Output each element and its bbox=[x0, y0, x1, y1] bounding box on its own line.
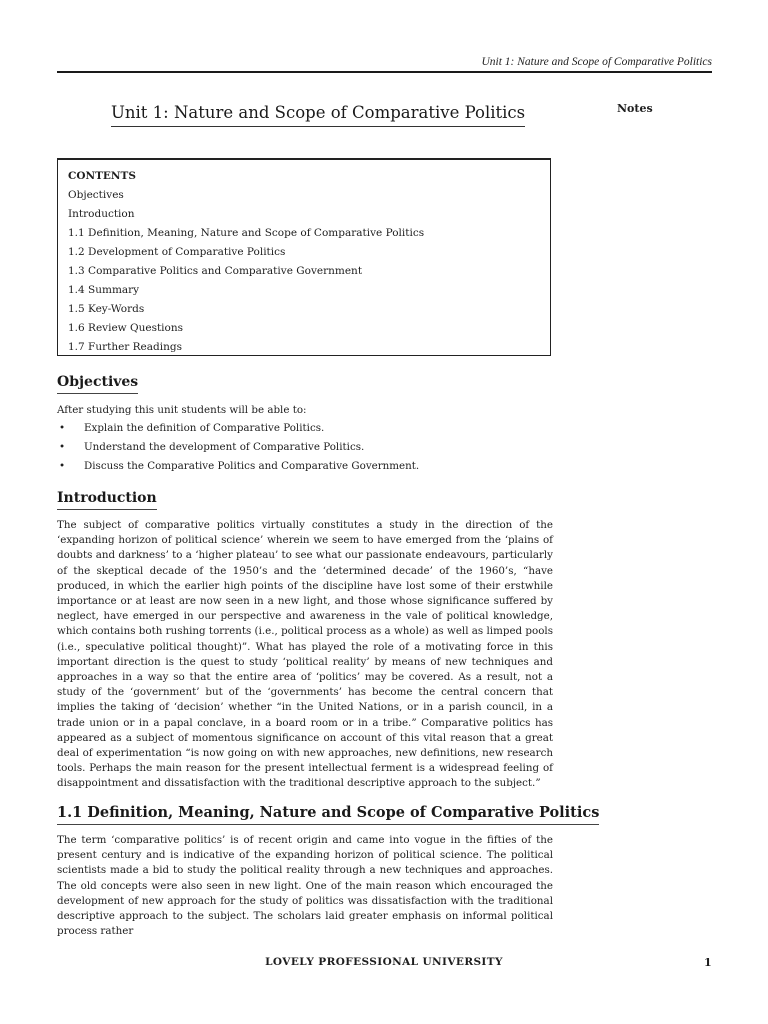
section-1-1-paragraph: The term ‘comparative politics’ is of recent origin and came into vogue in the fifties of the present century and is indicative of the expanding horizon of political science. The political scientists made a bid to study the political reality through a new techniques and approaches. The old concepts were also seen in new light. One of the main reason which encouraged the development of new approach for the study of politics was dissatisfaction with the traditional descriptive approach to the subject. The scholars laid greater emphasis on informal political process rather bbox=[57, 834, 553, 938]
bullet-icon: • bbox=[59, 460, 66, 472]
introduction-heading: Introduction bbox=[57, 490, 157, 510]
contents-box bbox=[57, 158, 551, 356]
contents-item-introduction: Introduction bbox=[68, 208, 135, 220]
objectives-heading: Objectives bbox=[57, 374, 138, 394]
header-rule bbox=[57, 71, 712, 73]
section-1-1-heading: 1.1 Definition, Meaning, Nature and Scope of Comparative Politics bbox=[57, 804, 599, 825]
contents-item-1-7: 1.7 Further Readings bbox=[68, 341, 182, 353]
introduction-paragraph: The subject of comparative politics virtually constitutes a study in the direction of the ‘expanding horizon of political science’ wherein we seem to have emerged from the ‘plains of doubts and darkness’ to a ‘higher plateau’ to see what our passionate endeavours, particularly of the skeptical decade of the 1950’s and the ‘determined decade’ of the 1960’s, “have produced, in which the earlier high points of the discipline have lost some of their erstwhile importance or at least are now seen in a new light, and those whose significance suffered by neglect, have emerged in our perspective and awareness in the vale of political knowledge, which contains both rushing torrents (i.e., political process as a whole) as well as limped pools (i.e., speculative political thought)”. What has played the role of a motivating force in this important direction is the quest to study ‘political reality’ by means of new techniques and approaches in a way so that the entire area of ‘politics’ may be covered. As a result, not a study of the ‘government’ but of the ‘governments’ has become the central concern that implies the taking of ‘decision’ whether “in the United Nations, or in a parish council, in a trade union or in a papal conclave, in a board room or in a tribe.” Comparative politics has appeared as a subject of momentous significance on account of this vital reason that a great deal of experimentation “is now going on with new approaches, new definitions, new research tools. Perhaps the main reason for the present intellectual ferment is a widespread feeling of disappointment and dissatisfaction with the traditional descriptive approach to the subject.” bbox=[57, 519, 553, 790]
margin-notes-label: Notes bbox=[617, 102, 653, 115]
contents-item-1-5: 1.5 Key-Words bbox=[68, 303, 145, 315]
unit-title: Unit 1: Nature and Scope of Comparative Politics bbox=[111, 103, 525, 127]
page-number: 1 bbox=[704, 956, 712, 969]
contents-heading: CONTENTS bbox=[68, 170, 136, 182]
objectives-intro: After studying this unit students will be able to: bbox=[57, 404, 307, 416]
running-head: Unit 1: Nature and Scope of Comparative Politics bbox=[481, 56, 712, 68]
contents-item-1-1: 1.1 Definition, Meaning, Nature and Scope of Comparative Politics bbox=[68, 227, 425, 239]
contents-item-1-2: 1.2 Development of Comparative Politics bbox=[68, 246, 286, 258]
objective-text: Discuss the Comparative Politics and Comparative Government. bbox=[84, 460, 420, 472]
contents-item-1-6: 1.6 Review Questions bbox=[68, 322, 184, 334]
objectives-list bbox=[57, 419, 553, 476]
bullet-icon: • bbox=[59, 422, 66, 434]
objective-text: Understand the development of Comparative Politics. bbox=[84, 441, 365, 453]
footer-university: LOVELY PROFESSIONAL UNIVERSITY bbox=[265, 956, 503, 968]
contents-item-objectives: Objectives bbox=[68, 189, 124, 201]
objective-text: Explain the definition of Comparative Politics. bbox=[84, 422, 325, 434]
contents-item-1-3: 1.3 Comparative Politics and Comparative Government bbox=[68, 265, 363, 277]
objective-item bbox=[57, 457, 553, 476]
objective-item bbox=[57, 438, 553, 457]
objective-item bbox=[57, 419, 553, 438]
contents-item-1-4: 1.4 Summary bbox=[68, 284, 140, 296]
bullet-icon: • bbox=[59, 441, 66, 453]
